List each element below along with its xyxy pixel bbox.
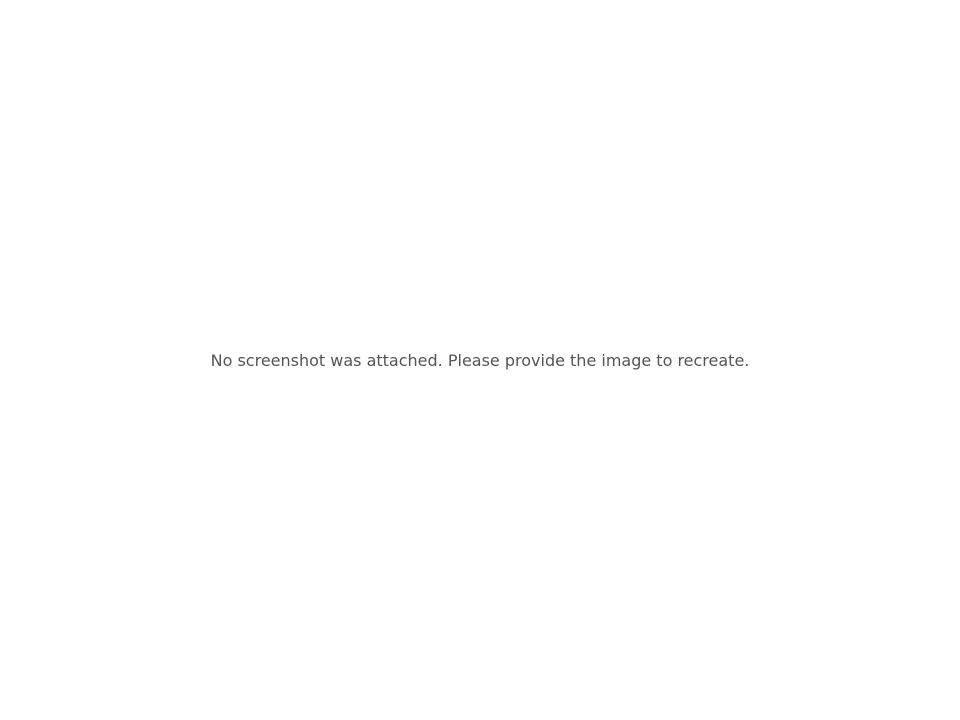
missing-image-notice: No screenshot was attached. Please provide the image to recreate. (210, 350, 750, 370)
